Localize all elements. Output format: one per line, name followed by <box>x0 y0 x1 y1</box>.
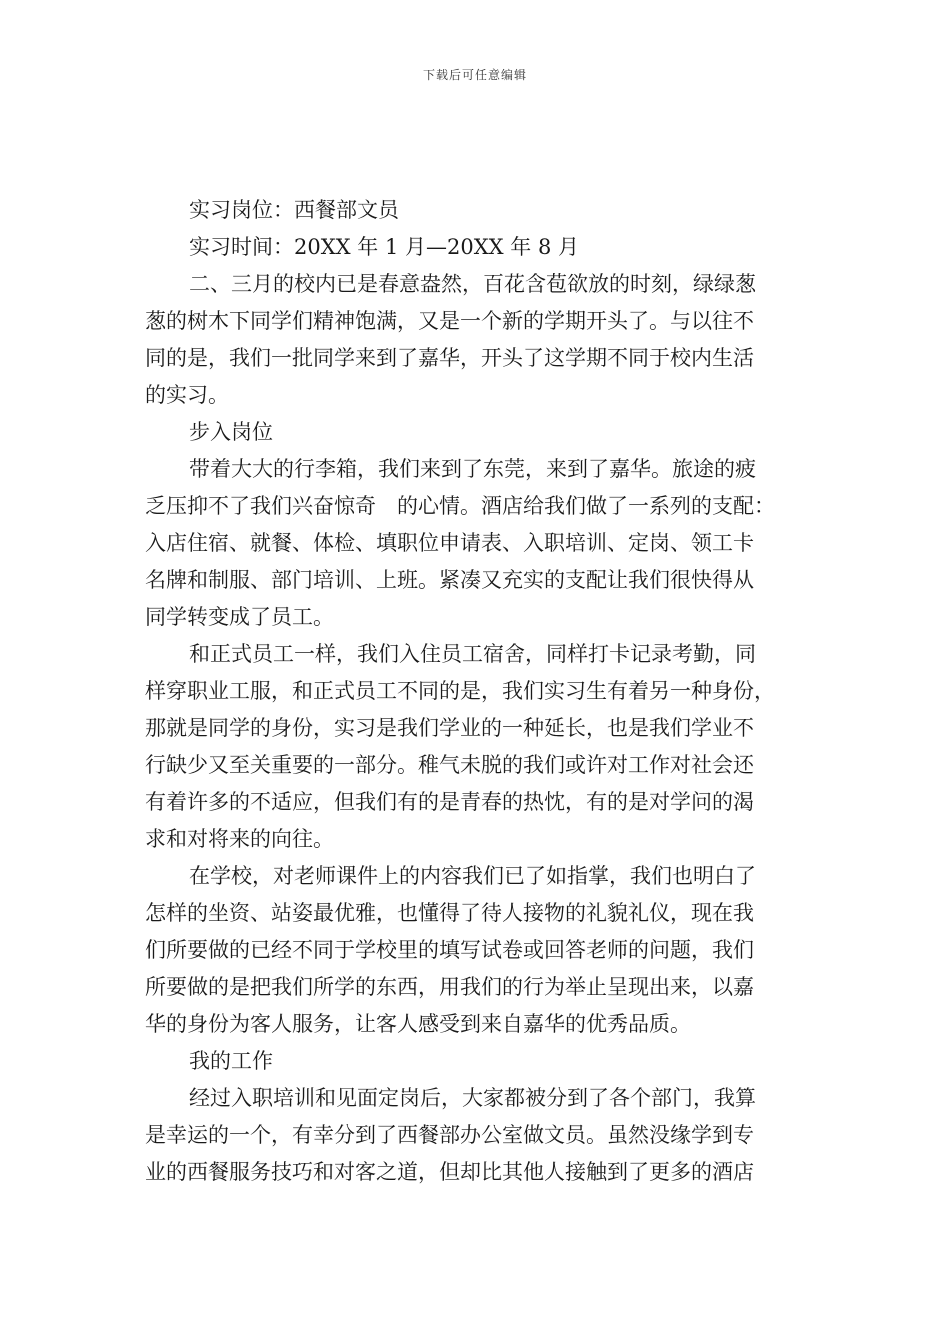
paragraph-line: 经过入职培训和见面定岗后，大家都被分到了各个部门，我算 <box>189 1086 756 1110</box>
paragraph-line: 乏压抑不了我们兴奋惊奇 的心情。酒店给我们做了一系列的支配： <box>145 494 775 518</box>
paragraph-line: 样穿职业工服，和正式员工不同的是，我们实习生有着另一种身份， <box>145 679 775 703</box>
paragraph-line: 同学转变成了员工。 <box>145 605 334 629</box>
paragraph-school-learning <box>145 858 815 1043</box>
paragraph-line: 有着许多的不适应，但我们有的是青春的热忱，有的是对学问的渴 <box>145 790 754 814</box>
section-heading-entering-post <box>145 414 815 451</box>
section-heading-text: 步入岗位 <box>189 420 273 444</box>
page-header-note: 下载后可任意编辑 <box>422 68 527 82</box>
paragraph-line: 的实习。 <box>145 383 229 407</box>
paragraph-line: 行缺少又至关重要的一部分。稚气未脱的我们或许对工作对社会还 <box>145 753 754 777</box>
paragraph-line: 入店住宿、就餐、体检、填职位申请表、入职培训、定岗、领工卡 <box>145 531 754 555</box>
paragraph-line: 葱的树木下同学们精神饱满，又是一个新的学期开头了。与以往不 <box>145 309 754 333</box>
paragraph-line: 带着大大的行李箱，我们来到了东莞，来到了嘉华。旅途的疲 <box>189 457 756 481</box>
paragraph-line: 是幸运的一个，有幸分到了西餐部办公室做文员。虽然没缘学到专 <box>145 1123 754 1147</box>
paragraph-assignment <box>145 1080 815 1191</box>
paragraph-line: 在学校，对老师课件上的内容我们已了如指掌，我们也明白了 <box>189 864 756 888</box>
paragraph-intro <box>145 266 815 414</box>
paragraph-line: 和正式员工一样，我们入住员工宿舍，同样打卡记录考勤，同 <box>189 642 756 666</box>
paragraph-staff-identity <box>145 636 815 858</box>
section-heading-my-work <box>145 1043 815 1080</box>
paragraph-arrival <box>145 451 815 636</box>
paragraph-line: 那就是同学的身份，实习是我们学业的一种延长，也是我们学业不 <box>145 716 754 740</box>
paragraph-line: 们所要做的已经不同于学校里的填写试卷或回答老师的问题，我们 <box>145 938 754 962</box>
paragraph-line: 名牌和制服、部门培训、上班。紧凑又充实的支配让我们很快得从 <box>145 568 754 592</box>
internship-period-line: 实习时间：20XX 年 1 月—20XX 年 8 月 <box>189 235 580 259</box>
paragraph-line: 业的西餐服务技巧和对客之道，但却比其他人接触到了更多的酒店 <box>145 1160 754 1184</box>
paragraph-line: 二、三月的校内已是春意盎然，百花含苞欲放的时刻，绿绿葱 <box>189 272 756 296</box>
internship-position-line: 实习岗位：西餐部文员 <box>189 198 399 222</box>
paragraph-line: 怎样的坐资、站姿最优雅，也懂得了待人接物的礼貌礼仪，现在我 <box>145 901 754 925</box>
paragraph-line: 求和对将来的向往。 <box>145 827 334 851</box>
document-body <box>145 192 815 1191</box>
paragraph-line: 所要做的是把我们所学的东西，用我们的行为举止呈现出来，以嘉 <box>145 975 754 999</box>
paragraph-line: 同的是，我们一批同学来到了嘉华，开头了这学期不同于校内生活 <box>145 346 754 370</box>
section-heading-text: 我的工作 <box>189 1049 273 1073</box>
paragraph-line: 华的身份为客人服务，让客人感受到来自嘉华的优秀品质。 <box>145 1012 691 1036</box>
